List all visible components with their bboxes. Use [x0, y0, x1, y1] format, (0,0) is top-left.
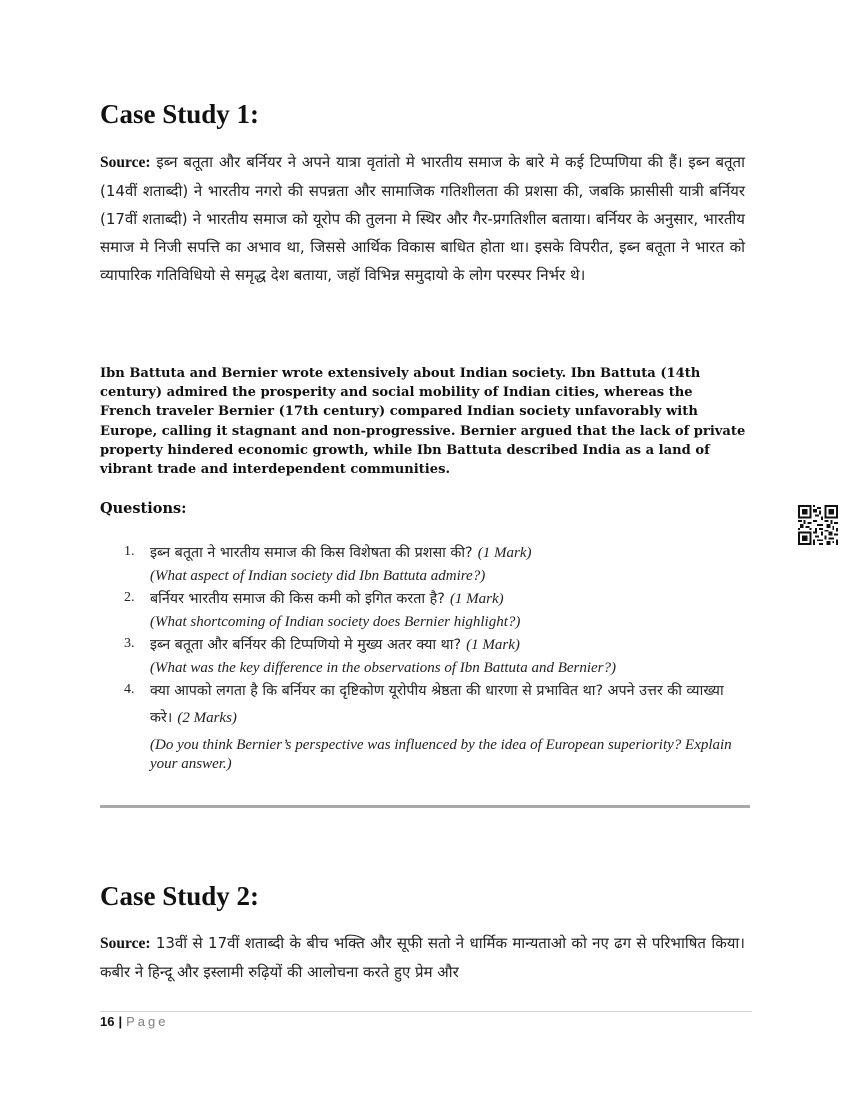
case-study-1-source-english: Ibn Battuta and Bernier wrote extensively about Indian society. Ibn Battuta (14th century) admired the prosperity and social mobility of Indian cities, whereas the French traveler Bernier (17th century) compared Indian society unfavorably with Europe, calling it stagnant and non-progressive. Bernier argued that the lack of private property hindered economic growth, while Ibn Battuta described India as a land of vibrant trade and interdependent communities. [100, 366, 746, 478]
question-marks: (2 Marks) [177, 710, 237, 726]
case-study-1-title: Case Study 1: [100, 99, 260, 129]
question-marks: (1 Mark) [466, 637, 520, 653]
question-number: 3. [124, 636, 135, 651]
question-marks: (1 Mark) [449, 591, 504, 607]
question-number: 1. [124, 544, 135, 559]
question-number: 2. [124, 590, 135, 605]
question-item [120, 678, 750, 774]
page-label: Page [126, 1014, 169, 1029]
question-english: (What was the key difference in the observations of Ibn Battuta and Bernier?) [150, 660, 617, 676]
question-item [120, 586, 750, 632]
question-hindi: क्या आपको लगता है कि बर्नियर का दृष्टिकोण यूरोपीय श्रेष्ठता की धारणा से प्रभावित था? अपने उत्तर की व्याख्या करे। [150, 683, 724, 726]
question-item [120, 632, 750, 678]
source-label: Source: [100, 935, 151, 952]
questions-heading: Questions: [100, 500, 187, 517]
case-study-2-source-hindi [100, 929, 745, 986]
question-english: (What shortcoming of Indian society does Bernier highlight?) [150, 614, 521, 630]
question-hindi: इब्न बतूता और बर्नियर की टिप्पणियो मे मुख्य अतर क्या था? [150, 637, 462, 653]
question-hindi: बर्नियर भारतीय समाज की किस कमी को इगित करता है? [150, 591, 445, 607]
case-study-1-source-hindi [100, 148, 745, 289]
footer-rule [100, 1011, 752, 1012]
question-hindi: इब्न बतूता ने भारतीय समाज की किस विशेषता की प्रशसा की? [150, 545, 473, 561]
question-english: (What aspect of Indian society did Ibn Battuta admire?) [150, 568, 486, 584]
case-study-2-title: Case Study 2: [100, 881, 260, 911]
section-divider [100, 805, 750, 808]
question-item [120, 540, 750, 586]
source-hindi-text: 13वीं से 17वीं शताब्दी के बीच भक्ति और सूफी सतो ने धार्मिक मान्यताओ को नए ढग से परिभाषित किया। कबीर ने हिन्दू और इस्लामी रुढ़ियों की आलोचना करते हुए प्रेम और [100, 934, 745, 981]
question-number: 4. [124, 682, 135, 697]
question-english: (Do you think Bernier’s perspective was influenced by the idea of European superiority? Explain your answer.) [150, 737, 732, 772]
source-hindi-text: इब्न बतूता और बर्नियर ने अपने यात्रा वृतांतो मे भारतीय समाज के बारे मे कई टिप्पणिया की हैं। इब्न बतूता (14वीं शताब्दी) ने भारतीय नगरो की सपन्नता और सामाजिक गतिशीलता की प्रशसा की, जबकि फ्रासीसी यात्री बर्नियर (17वीं शताब्दी) ने भारतीय समाज को यूरोप की तुलना मे स्थिर और गैर-प्रगतिशील बताया। बर्नियर के अनुसार, भारतीय समाज मे निजी सपत्ति का अभाव था, जिससे आर्थिक विकास बाधित होता था। इसके विपरीत, इब्न बतूता ने भारत को व्यापारिक गतिविधियो से समृद्ध देश बताया, जहॉ विभिन्न समुदायो के लोग परस्पर निर्भर थे। [100, 153, 745, 284]
page-number: 16 [100, 1014, 115, 1029]
question-marks: (1 Mark) [477, 545, 532, 561]
questions-list [120, 540, 750, 774]
source-label: Source: [100, 154, 151, 171]
qr-code-icon[interactable] [798, 505, 838, 545]
footer-separator: | [118, 1014, 123, 1029]
page-footer [100, 1014, 168, 1029]
